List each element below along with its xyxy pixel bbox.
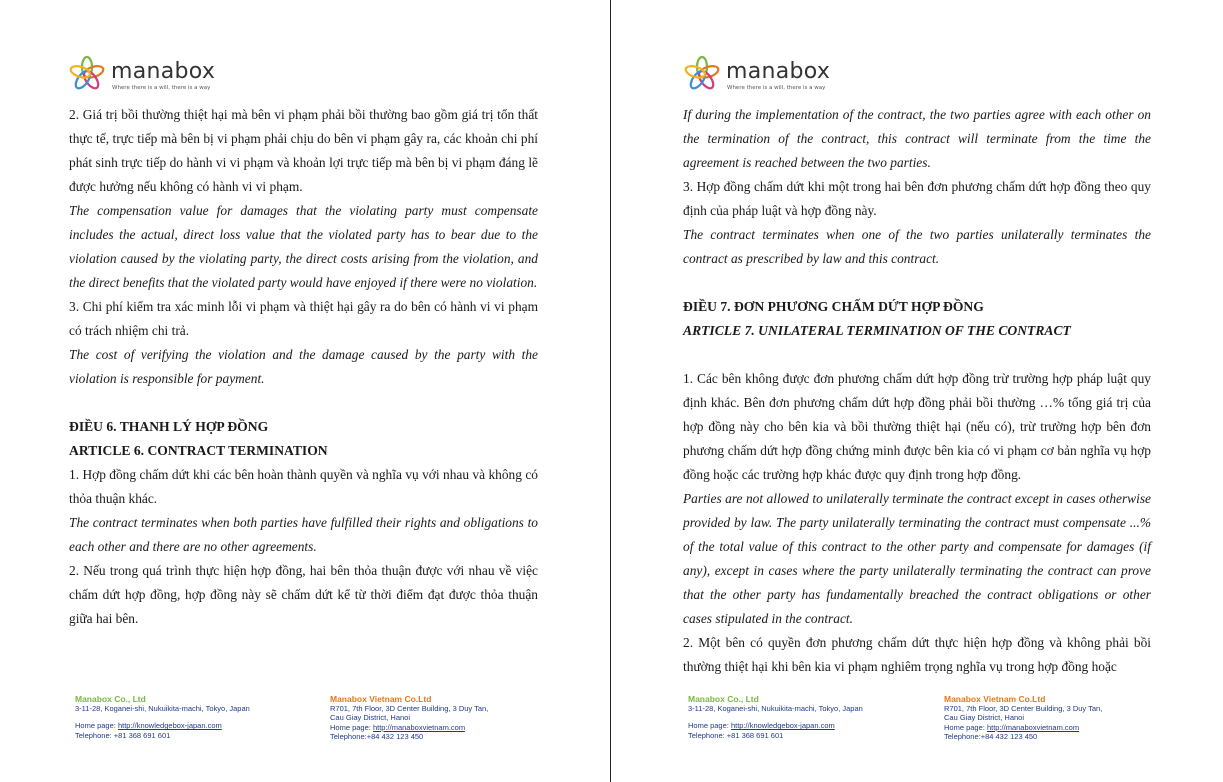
spacer xyxy=(69,391,538,415)
manabox-flower-icon xyxy=(684,56,720,92)
paragraph-vn: 3. Chi phí kiểm tra xác minh lỗi vi phạm và thiệt hại gây ra do bên có hành vi vi phạm có trách nhiệm chi trả. xyxy=(69,299,538,338)
manabox-logo xyxy=(684,56,884,92)
article-7-heading-vn: ĐIỀU 7. ĐƠN PHƯƠNG CHẤM DỨT HỢP ĐỒNG xyxy=(683,299,984,314)
footer-vietnam-office xyxy=(944,694,1102,741)
manabox-logo xyxy=(69,56,269,92)
homepage-label: Home page: xyxy=(75,721,118,731)
company-address: 3-11-28, Koganei-shi, Nukuikita-machi, Tokyo, Japan xyxy=(75,704,250,713)
page-body-right xyxy=(683,103,1151,679)
homepage-link[interactable]: http://manaboxvietnam.com xyxy=(986,722,1080,732)
company-address: 3-11-28, Koganei-shi, Nukuikita-machi, Tokyo, Japan xyxy=(688,704,863,713)
paragraph-en: Parties are not allowed to unilaterally terminate the contract except in cases otherwise provided by law. The party unilaterally terminating the contract must compensate ...% of the total value of this contract to the other party and compensate for damages (if any), except in cases where the party unilaterally terminating the contract can prove that the other party has fundamentally breached the contract obligations or other cases stipulated in the contract. xyxy=(683,491,1151,626)
company-name: Manabox Vietnam Co.Ltd xyxy=(944,694,1046,704)
paragraph-en: The cost of verifying the violation and the damage caused by the party with the violation is responsible for payment. xyxy=(69,347,538,386)
company-address: R701, 7th Floor, 3D Center Building, 3 Duy Tan, xyxy=(944,704,1103,713)
article-7-heading-en: ARTICLE 7. UNILATERAL TERMINATION OF THE CONTRACT xyxy=(683,323,1071,338)
paragraph-vn: 1. Các bên không được đơn phương chấm dứt hợp đồng trừ trường hợp pháp luật quy định khác. Bên đơn phương chấm dứt hợp đồng phải bồi thường …% tổng giá trị của hợp đồng này cho bên kia và bồi thường thiệt hại (nếu có), trừ trường hợp bên đơn phương chấm dứt hợp đồng chứng minh được bên kia có vi phạm cơ bản nghĩa vụ hợp đồng hoặc các trường hợp khác được quy định trong hợp đồng. xyxy=(683,371,1151,482)
footer-japan-office xyxy=(688,694,863,740)
document-page-right xyxy=(612,0,1223,782)
article-6-heading-en: ARTICLE 6. CONTRACT TERMINATION xyxy=(69,443,328,458)
homepage-label: Home page: xyxy=(944,722,987,732)
company-name: Manabox Co., Ltd xyxy=(75,694,146,704)
paragraph-vn: 2. Một bên có quyền đơn phương chấm dứt thực hiện hợp đồng và không phải bồi thường thiệt hại khi bên kia vi phạm nghiêm trọng nghĩa vụ trong hợp đồng hoặc xyxy=(683,635,1151,674)
telephone: Telephone: +81 368 691 601 xyxy=(75,730,171,740)
company-address: Cau Giay District, Hanoi xyxy=(944,713,1025,723)
spacer xyxy=(683,343,1151,367)
document-page-left xyxy=(0,0,610,782)
homepage-line xyxy=(75,721,250,730)
spacer xyxy=(683,271,1151,295)
homepage-link[interactable]: http://manaboxvietnam.com xyxy=(372,722,466,732)
manabox-flower-icon xyxy=(69,56,105,92)
logo-wordmark: manabox xyxy=(726,59,831,84)
logo-tagline: Where there is a will, there is a way xyxy=(727,85,826,91)
article-6-heading-vn: ĐIỀU 6. THANH LÝ HỢP ĐỒNG xyxy=(69,419,269,434)
paragraph-en: If during the implementation of the contract, the two parties agree with each other on the termination of the contract, this contract will terminate from the time the agreement is reached between the two parties. xyxy=(683,107,1151,170)
homepage-line xyxy=(944,723,1102,732)
paragraph-vn: 2. Giá trị bồi thường thiệt hại mà bên vi phạm phải bồi thường bao gồm giá trị tổn thất thực tế, trực tiếp mà bên bị vi phạm phải chịu do bên vi phạm gây ra, các khoản chi phí phát sinh trực tiếp do hành vi vi phạm và khoản lợi trực tiếp mà bên bị vi phạm đáng lẽ được hưởng nếu không có hành vi vi phạm. xyxy=(69,107,538,194)
telephone: Telephone: +81 368 691 601 xyxy=(688,730,784,740)
logo-wordmark: manabox xyxy=(111,59,216,84)
footer-vietnam-office xyxy=(330,694,488,741)
homepage-line xyxy=(688,721,863,730)
telephone: Telephone:+84 432 123 450 xyxy=(330,731,424,741)
homepage-link[interactable]: http://knowledgebox-japan.com xyxy=(730,721,835,731)
homepage-label: Home page: xyxy=(688,721,731,731)
paragraph-en: The compensation value for damages that the violating party must compensate includes the actual, direct loss value that the violated party has to bear due to the violation caused by the violating party, the direct costs arising from the violation, and the direct benefits that the violated party would have enjoyed if there were no violation. xyxy=(69,203,538,290)
homepage-link[interactable]: http://knowledgebox-japan.com xyxy=(117,721,222,731)
telephone: Telephone:+84 432 123 450 xyxy=(944,731,1038,741)
homepage-label: Home page: xyxy=(330,722,373,732)
homepage-line xyxy=(330,723,488,732)
company-address: R701, 7th Floor, 3D Center Building, 3 Duy Tan, xyxy=(330,704,489,713)
footer-japan-office xyxy=(75,694,250,740)
company-address: Cau Giay District, Hanoi xyxy=(330,713,411,723)
paragraph-vn: 2. Nếu trong quá trình thực hiện hợp đồng, hai bên thỏa thuận được với nhau về việc chấm dứt hợp đồng, hợp đồng này sẽ chấm dứt kể từ thời điểm đạt được thỏa thuận giữa hai bên. xyxy=(69,563,538,626)
page-divider xyxy=(610,0,611,782)
paragraph-en: The contract terminates when one of the two parties unilaterally terminates the contract as prescribed by law and this contract. xyxy=(683,227,1151,266)
paragraph-en: The contract terminates when both parties have fulfilled their rights and obligations to each other and there are no other agreements. xyxy=(69,515,538,554)
paragraph-vn: 1. Hợp đồng chấm dứt khi các bên hoàn thành quyền và nghĩa vụ với nhau và không có thỏa thuận khác. xyxy=(69,467,538,506)
company-name: Manabox Vietnam Co.Ltd xyxy=(330,694,432,704)
page-body-left xyxy=(69,103,538,631)
paragraph-vn: 3. Hợp đồng chấm dứt khi một trong hai bên đơn phương chấm dứt hợp đồng theo quy định của pháp luật và hợp đồng này. xyxy=(683,179,1151,218)
logo-tagline: Where there is a will, there is a way xyxy=(112,85,211,91)
company-name: Manabox Co., Ltd xyxy=(688,694,759,704)
